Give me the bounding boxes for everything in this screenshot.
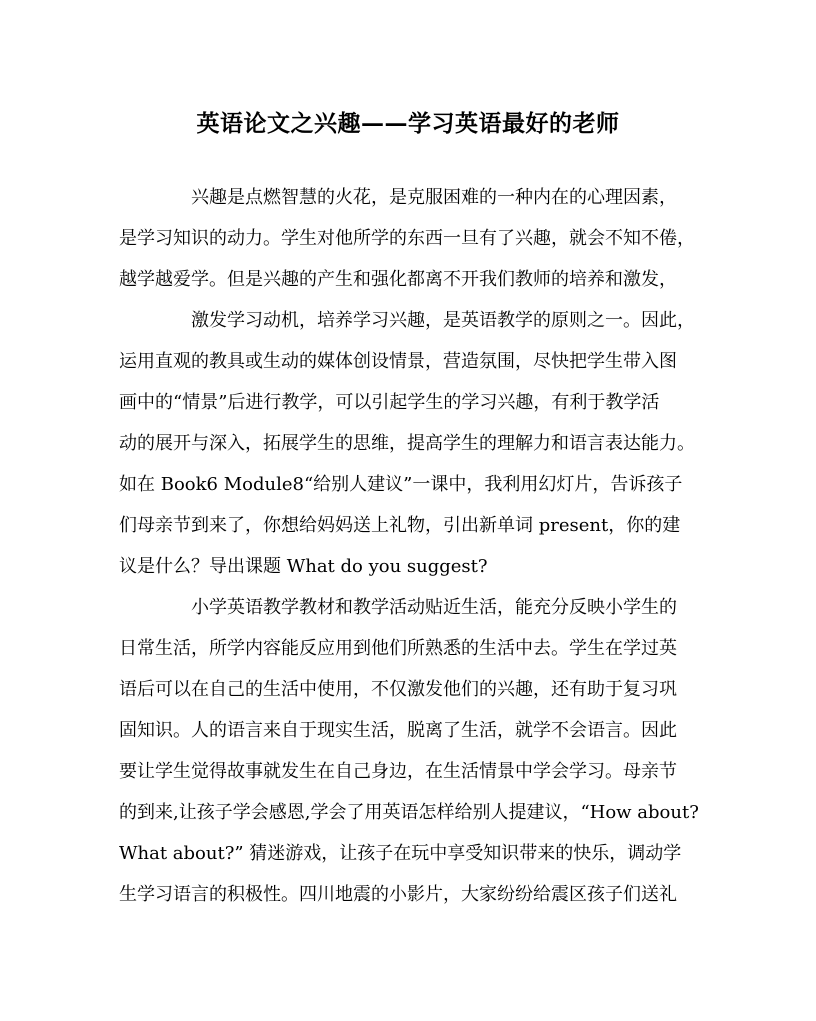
text-line: 运用直观的教具或生动的媒体创设情景，营造氛围，尽快把学生带入图 — [119, 351, 677, 372]
text-line: 兴趣是点燃智慧的火花，是克服困难的一种内在的心理因素， — [191, 187, 677, 208]
text-line: 小学英语教学教材和教学活动贴近生活，能充分反映小学生的 — [191, 597, 677, 618]
text-line: 如在 Book6 Module8“给别人建议”一课中，我利用幻灯片，告诉孩子 — [119, 474, 683, 495]
text-line: 要让学生觉得故事就发生在自己身边，在生活情景中学会学习。母亲节 — [119, 761, 677, 782]
text-line: What about?” 猜迷游戏，让孩子在玩中享受知识带来的快乐，调动学 — [119, 843, 682, 864]
document-body — [119, 177, 709, 915]
text-line: 日常生活，所学内容能反应用到他们所熟悉的生活中去。学生在学过英 — [119, 638, 677, 659]
text-line: 语后可以在自己的生活中使用，不仅激发他们的兴趣，还有助于复习巩 — [119, 679, 677, 700]
text-line: 的到来,让孩子学会感恩,学会了用英语怎样给别人提建议，“How about? — [119, 802, 699, 823]
text-line: 动的展开与深入，拓展学生的思维，提高学生的理解力和语言表达能力。 — [119, 433, 695, 454]
text-line: 们母亲节到来了，你想给妈妈送上礼物，引出新单词 present，你的建 — [119, 515, 681, 536]
document-title: 英语论文之兴趣——学习英语最好的老师 — [196, 110, 620, 137]
text-line: 生学习语言的积极性。四川地震的小影片，大家纷纷给震区孩子们送礼 — [119, 884, 677, 905]
text-line: 激发学习动机，培养学习兴趣，是英语教学的原则之一。因此， — [191, 310, 695, 331]
text-line: 画中的“情景”后进行教学，可以引起学生的学习兴趣，有利于教学活 — [119, 392, 660, 413]
text-line: 越学越爱学。但是兴趣的产生和强化都离不开我们教师的培养和激发， — [119, 269, 677, 290]
text-line: 是学习知识的动力。学生对他所学的东西一旦有了兴趣，就会不知不倦， — [119, 228, 695, 249]
text-line: 固知识。人的语言来自于现实生活，脱离了生活，就学不会语言。因此 — [119, 720, 677, 741]
text-line: 议是什么？导出课题 What do you suggest? — [119, 556, 488, 577]
